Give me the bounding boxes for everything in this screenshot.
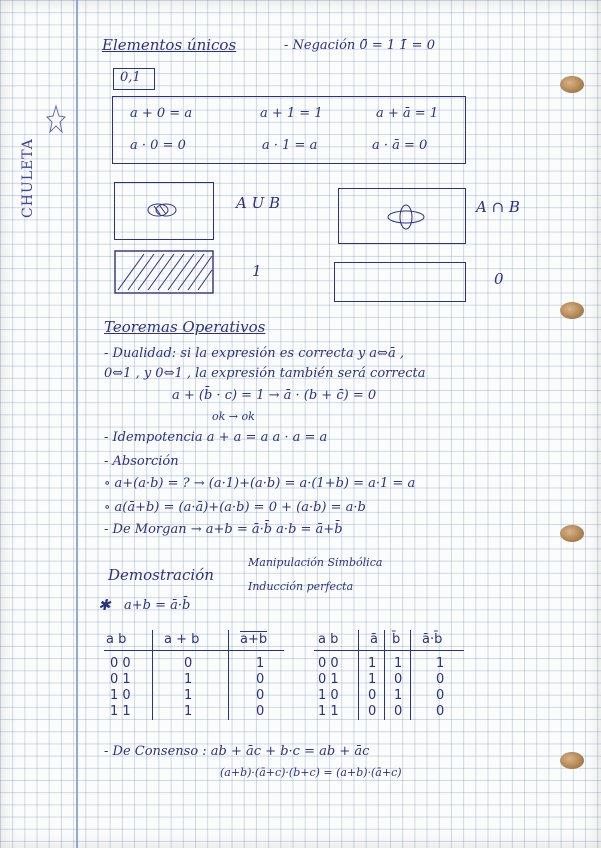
star-doodle <box>46 104 66 134</box>
identity: a · 0 = 0 <box>130 138 186 153</box>
identity: a + 0 = a <box>130 106 193 121</box>
absorption-proof: ∘ a(ā+b) = (a·ā)+(a·b) = 0 + (a·b) = a·b <box>104 500 366 515</box>
table1-cell: 0 1 <box>110 672 131 687</box>
table2-cell: 1 0 <box>318 688 339 703</box>
margin-line <box>76 0 78 848</box>
demo-option: Inducción perfecta <box>248 580 354 593</box>
punch-hole <box>560 752 584 769</box>
table2-rule <box>358 630 359 720</box>
punch-hole <box>560 302 584 319</box>
demo-option: Manipulación Simbólica <box>248 556 383 569</box>
consensus-product: (a+b)·(ā+c)·(b+c) = (a+b)·(ā+c) <box>220 766 402 779</box>
absorption-proof: ∘ a+(a·b) = ? → (a·1)+(a·b) = a·(1+b) = a·1 = a <box>104 476 416 491</box>
table1-cell: 0 <box>256 704 265 719</box>
duality-example: a + (b̄ · c) = 1 → ā · (b + c̄) = 0 <box>172 388 377 403</box>
table1-cell: 0 <box>256 672 265 687</box>
page-title: Elementos únicos <box>102 36 237 54</box>
identity: a + 1 = 1 <box>260 106 323 121</box>
table2-cell: 1 <box>436 656 445 671</box>
table2-cell: 0 <box>368 704 377 719</box>
table1-cell: 1 1 <box>110 704 131 719</box>
venn-union-sketch <box>146 198 180 222</box>
table2-cell: 0 <box>436 672 445 687</box>
table2-cell: 1 1 <box>318 704 339 719</box>
table2-cell: 0 <box>394 704 403 719</box>
side-label: CHULETA <box>20 138 36 218</box>
identity: a + ā = 1 <box>376 106 439 121</box>
table2-cell: 0 0 <box>318 656 339 671</box>
table1-rule <box>228 630 229 720</box>
universe-label: 1 <box>252 262 262 280</box>
demo-heading: Demostración <box>108 566 214 584</box>
table1-cell: 1 <box>184 704 193 719</box>
table2-cell: 0 <box>394 672 403 687</box>
table2-rule <box>314 650 464 651</box>
table2-header: ā·b̄ <box>422 632 443 647</box>
punch-hole <box>560 76 584 93</box>
table1-header: a + b <box>164 632 200 647</box>
venn-intersection-sketch <box>384 204 428 230</box>
negation-rule: - Negación 0̄ = 1 1̄ = 0 <box>284 38 435 53</box>
table2-rule <box>410 630 411 720</box>
punch-hole <box>560 525 584 542</box>
intersection-label: A ∩ B <box>476 198 520 216</box>
de-morgan-line: - De Morgan → a+b = ā·b̄ a·b = ā+b̄ <box>104 522 343 537</box>
table2-cell: 0 <box>436 688 445 703</box>
table2-header: b̄ <box>392 632 401 647</box>
duality-ok: ok → ok <box>212 410 255 423</box>
table2-header: ā <box>370 632 378 647</box>
table1-rule <box>152 630 153 720</box>
table1-cell: 1 <box>256 656 265 671</box>
identity: a · ā = 0 <box>372 138 428 153</box>
universe-hatched-box <box>114 250 216 296</box>
table2-cell: 0 <box>436 704 445 719</box>
idempotence-line: - Idempotencia a + a = a a · a = a <box>104 430 328 445</box>
duality-line: - Dualidad: si la expresión es correcta y a⇔ā , <box>104 346 404 361</box>
table1-cell: 1 <box>184 688 193 703</box>
absorption-heading: - Absorción <box>104 454 179 469</box>
table1-cell: 0 <box>184 656 193 671</box>
consensus-line: - De Consenso : ab + āc + b·c = ab + āc <box>104 744 370 759</box>
empty-label: 0 <box>494 270 504 288</box>
table1-header: a b <box>106 632 127 647</box>
table2-cell: 1 <box>368 656 377 671</box>
table1-cell: 0 0 <box>110 656 131 671</box>
table2-cell: 0 1 <box>318 672 339 687</box>
table2-cell: 1 <box>394 656 403 671</box>
section-heading: Teoremas Operativos <box>104 318 266 336</box>
table1-cell: 0 <box>256 688 265 703</box>
table2-cell: 1 <box>368 672 377 687</box>
boolean-set-label: 0,1 <box>120 70 141 85</box>
table2-header: a b <box>318 632 339 647</box>
table2-cell: 0 <box>368 688 377 703</box>
table2-cell: 1 <box>394 688 403 703</box>
table1-cell: 1 <box>184 672 193 687</box>
star-mark: ✱ <box>98 596 111 614</box>
duality-line: 0⇔1 , y 0⇔1 , la expresión también será correcta <box>104 366 426 381</box>
union-label: A U B <box>236 194 281 212</box>
table1-header: a+b <box>240 632 268 647</box>
table1-rule <box>104 650 284 651</box>
table1-cell: 1 0 <box>110 688 131 703</box>
star-expression: a+b = ā·b̄ <box>124 598 191 613</box>
table2-rule <box>384 630 385 720</box>
empty-set-box <box>334 262 466 302</box>
identity: a · 1 = a <box>262 138 318 153</box>
